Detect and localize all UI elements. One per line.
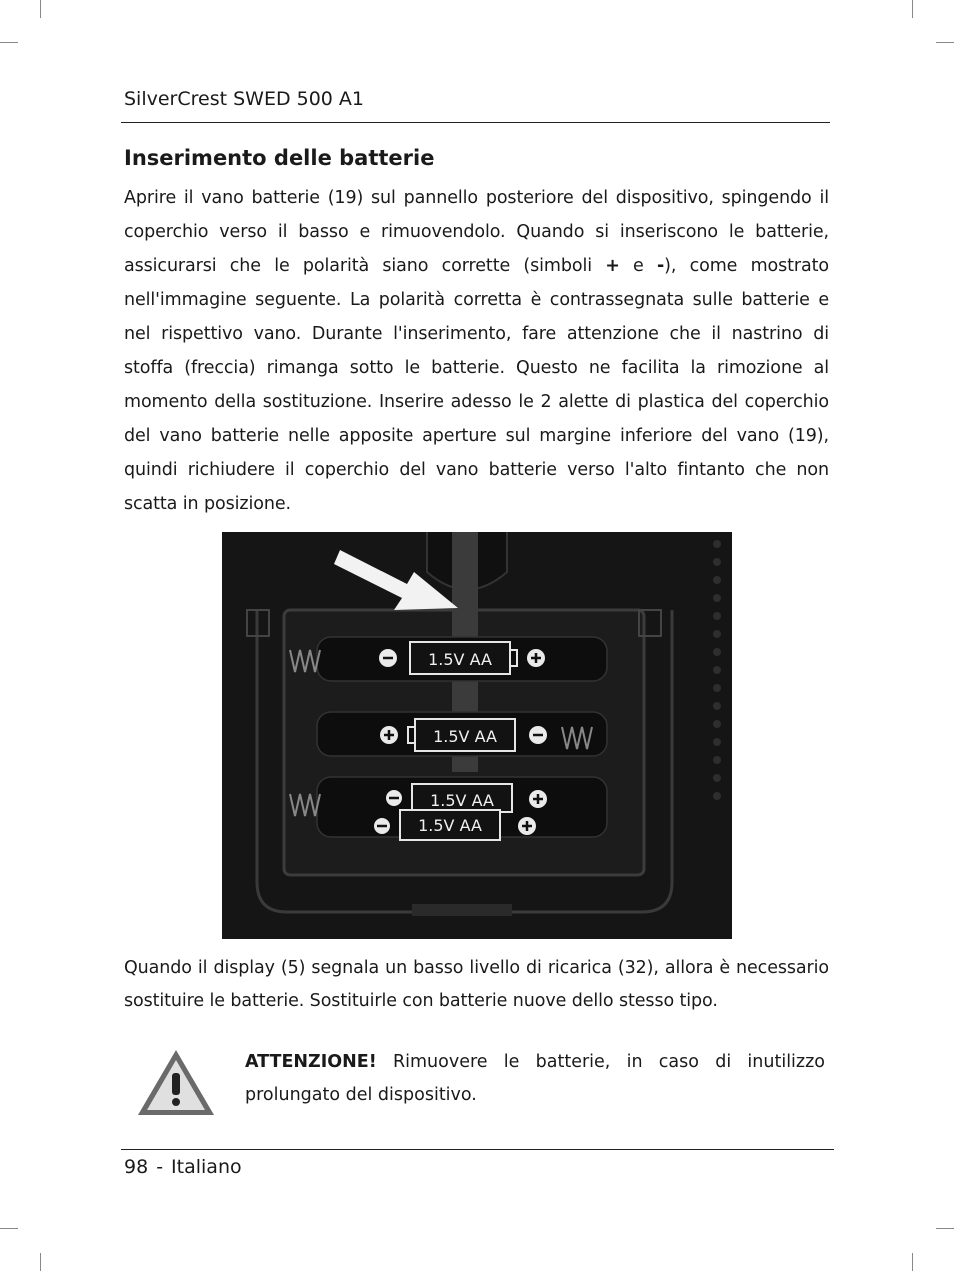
paragraph-text: e	[619, 256, 657, 276]
crop-mark	[40, 0, 41, 18]
intro-paragraph	[124, 181, 829, 521]
page-number: 98	[124, 1156, 149, 1178]
paragraph-text: ), come mostrato nell'immagine seguente. La polarità corretta è contrassegnata sulle batterie e nel rispettivo vano. Durante l'inserimento, fare attenzione che il nastrino di stoffa (freccia) rimanga sotto le batterie. Questo ne facilita la rimozione al momento della sostituzione. Inserire adesso le 2 alette di plastica del coperchio del vano batterie nelle apposite aperture sul margine inferiore del vano (19), quindi richiudere il coperchio del vano batterie verso l'alto fintanto che non scatta in posizione.	[124, 256, 829, 514]
replace-batteries-paragraph: Quando il display (5) segnala un basso livello di ricarica (32), allora è necessario sostituire le batterie. Sostituirle con batterie nuove dello stesso tipo.	[124, 958, 829, 1011]
warning-label: ATTENZIONE!	[245, 1052, 377, 1072]
crop-mark	[936, 1228, 954, 1229]
running-header: SilverCrest SWED 500 A1	[124, 88, 365, 110]
crop-mark	[0, 1228, 18, 1229]
plus-symbol: +	[605, 256, 620, 276]
warning-icon	[136, 1047, 216, 1117]
battery-compartment-photo	[222, 532, 732, 939]
crop-mark	[912, 1253, 913, 1271]
warning-text	[245, 1046, 825, 1112]
crop-mark	[0, 42, 18, 43]
warning-message: Rimuovere le batterie, in caso di inutilizzo prolungato del dispositivo.	[245, 1052, 825, 1105]
crop-mark	[912, 0, 913, 18]
battery-label: 1.5V AA	[418, 816, 482, 835]
battery-label: 1.5V AA	[428, 650, 492, 669]
page-footer	[124, 1156, 242, 1178]
paragraph-text: Aprire il vano batterie (19) sul pannello posteriore del dispositivo, spingendo il coperchio verso il basso e rimuovendolo. Quando si inseriscono le batterie, assicurarsi che le polarità siano corrette (simboli	[124, 188, 829, 276]
crop-mark	[936, 42, 954, 43]
footer-separator: -	[156, 1156, 164, 1178]
battery-label: 1.5V AA	[433, 727, 497, 746]
crop-mark	[40, 1253, 41, 1271]
section-title: Inserimento delle batterie	[124, 146, 435, 170]
footer-rule	[121, 1149, 834, 1150]
minus-symbol: -	[656, 256, 665, 276]
header-rule	[121, 122, 830, 123]
battery-label: 1.5V AA	[430, 791, 494, 810]
footer-language: Italiano	[171, 1156, 242, 1178]
